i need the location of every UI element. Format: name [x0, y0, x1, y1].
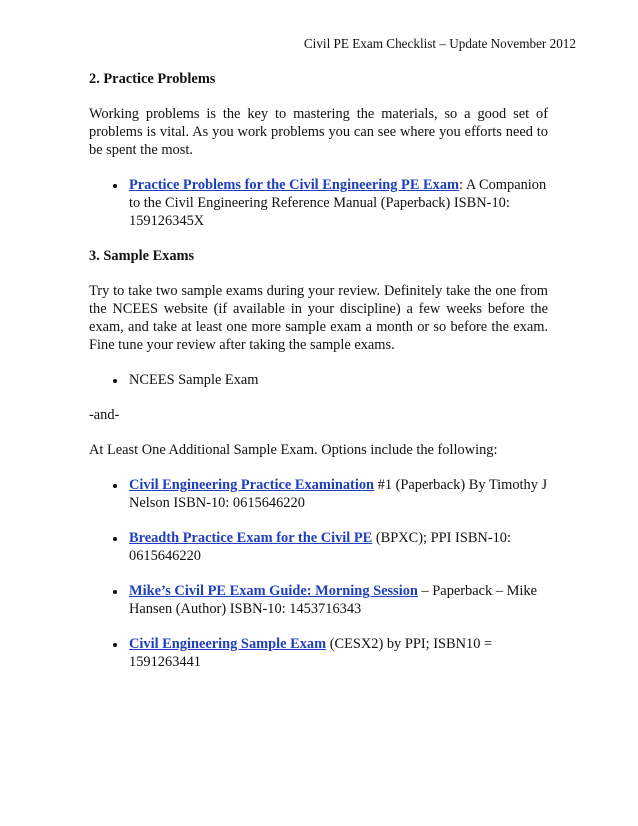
- bullet-icon: [113, 379, 117, 383]
- link-civil-engineering-practice-examination[interactable]: Civil Engineering Practice Examination: [129, 477, 375, 493]
- link-civil-engineering-sample-exam[interactable]: Civil Engineering Sample Exam: [129, 636, 327, 652]
- list-item: [89, 635, 548, 671]
- list-item-text: NCEES Sample Exam: [129, 372, 259, 388]
- bullet-icon: [113, 643, 117, 647]
- bullet-icon: [113, 484, 117, 488]
- and-separator: -and-: [89, 407, 120, 423]
- running-header: Civil PE Exam Checklist – Update November 2012: [303, 36, 576, 51]
- list-item-text: #1 (Paperback) By Timothy J Nelson ISBN-10: 0615646220: [129, 477, 548, 511]
- link-breadth-practice-exam[interactable]: Breadth Practice Exam for the Civil PE: [129, 530, 373, 546]
- sample-exams-intro: Try to take two sample exams during your review. Definitely take the one from the NCEES website (if available in your discipline) a few weeks before the exam, and take at least one more sample exam a month or so before the exam. Fine tune your review after taking the sample exams.: [89, 283, 548, 353]
- practice-problems-list: [89, 176, 548, 230]
- additional-exams-list: [89, 476, 548, 671]
- additional-exams-intro: At Least One Additional Sample Exam. Options include the following:: [89, 442, 498, 458]
- bullet-icon: [113, 590, 117, 594]
- page-content: [89, 70, 548, 688]
- link-practice-problems-book[interactable]: Practice Problems for the Civil Engineering PE Exam: [129, 177, 460, 193]
- ncees-list: [89, 371, 548, 389]
- bullet-icon: [113, 537, 117, 541]
- link-mikes-exam-guide[interactable]: Mike’s Civil PE Exam Guide: Morning Session: [129, 583, 418, 599]
- list-item-text: (BPXC); PPI ISBN-10: 0615646220: [129, 530, 512, 564]
- list-item: [89, 371, 548, 389]
- list-item: [89, 476, 548, 512]
- list-item-text: (CESX2) by PPI; ISBN10 = 1591263441: [129, 636, 493, 670]
- list-item-text: : A Companion to the Civil Engineering Reference Manual (Paperback) ISBN-10: 159126345X: [129, 177, 547, 229]
- bullet-icon: [113, 184, 117, 188]
- practice-problems-intro: Working problems is the key to mastering the materials, so a good set of problems is vital. As you work problems you can see where you efforts need to be spent the most.: [89, 106, 548, 158]
- list-item: [89, 529, 548, 565]
- section-heading-sample-exams: 3. Sample Exams: [89, 248, 195, 264]
- list-item: [89, 176, 548, 230]
- list-item: [89, 582, 548, 618]
- section-heading-practice-problems: 2. Practice Problems: [89, 71, 216, 87]
- list-item-text: – Paperback – Mike Hansen (Author) ISBN-10: 1453716343: [129, 583, 537, 617]
